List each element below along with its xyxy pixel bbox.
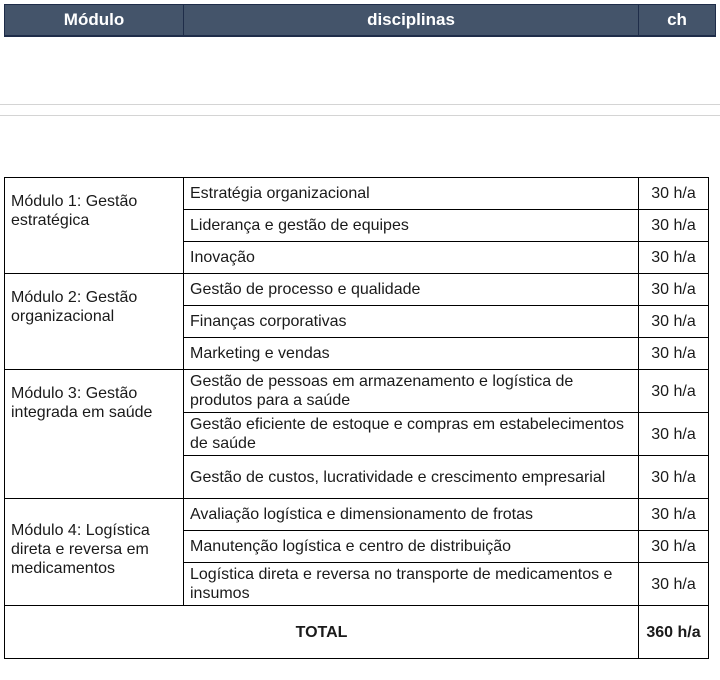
header-module: Módulo <box>4 5 183 35</box>
discipline-hours: 30 h/a <box>639 274 709 306</box>
discipline-name: Gestão de pessoas em armazenamento e logística de produtos para a saúde <box>184 370 639 413</box>
discipline-name: Marketing e vendas <box>184 338 639 370</box>
discipline-name: Finanças corporativas <box>184 306 639 338</box>
discipline-hours: 30 h/a <box>639 563 709 606</box>
discipline-name: Avaliação logística e dimensionamento de frotas <box>184 499 639 531</box>
discipline-hours: 30 h/a <box>639 456 709 499</box>
discipline-name: Gestão de custos, lucratividade e crescimento empresarial <box>184 456 639 499</box>
discipline-hours: 30 h/a <box>639 210 709 242</box>
module-name: Módulo 1: Gestão estratégica <box>5 178 184 274</box>
discipline-name: Logística direta e reversa no transporte de medicamentos e insumos <box>184 563 639 606</box>
total-row <box>5 606 709 659</box>
header-ch: ch <box>638 5 716 35</box>
module-name: Módulo 4: Logística direta e reversa em medicamentos <box>5 499 184 606</box>
page-break-line-top <box>0 104 720 105</box>
total-label: TOTAL <box>5 606 639 659</box>
module-name: Módulo 2: Gestão organizacional <box>5 274 184 370</box>
module-name: Módulo 3: Gestão integrada em saúde <box>5 370 184 499</box>
total-value: 360 h/a <box>639 606 709 659</box>
discipline-hours: 30 h/a <box>639 531 709 563</box>
discipline-hours: 30 h/a <box>639 413 709 456</box>
table-header <box>4 4 716 37</box>
table-row <box>5 274 709 306</box>
table-row <box>5 178 709 210</box>
curriculum-table <box>4 177 709 659</box>
discipline-name: Liderança e gestão de equipes <box>184 210 639 242</box>
discipline-hours: 30 h/a <box>639 178 709 210</box>
discipline-name: Gestão de processo e qualidade <box>184 274 639 306</box>
header-disciplines: disciplinas <box>183 5 638 35</box>
discipline-hours: 30 h/a <box>639 242 709 274</box>
discipline-hours: 30 h/a <box>639 306 709 338</box>
table-row <box>5 370 709 413</box>
discipline-name: Manutenção logística e centro de distribuição <box>184 531 639 563</box>
page-break-line-bottom <box>0 115 720 116</box>
table-row <box>5 499 709 531</box>
discipline-hours: 30 h/a <box>639 370 709 413</box>
discipline-hours: 30 h/a <box>639 499 709 531</box>
discipline-name: Estratégia organizacional <box>184 178 639 210</box>
discipline-name: Gestão eficiente de estoque e compras em estabelecimentos de saúde <box>184 413 639 456</box>
discipline-name: Inovação <box>184 242 639 274</box>
discipline-hours: 30 h/a <box>639 338 709 370</box>
